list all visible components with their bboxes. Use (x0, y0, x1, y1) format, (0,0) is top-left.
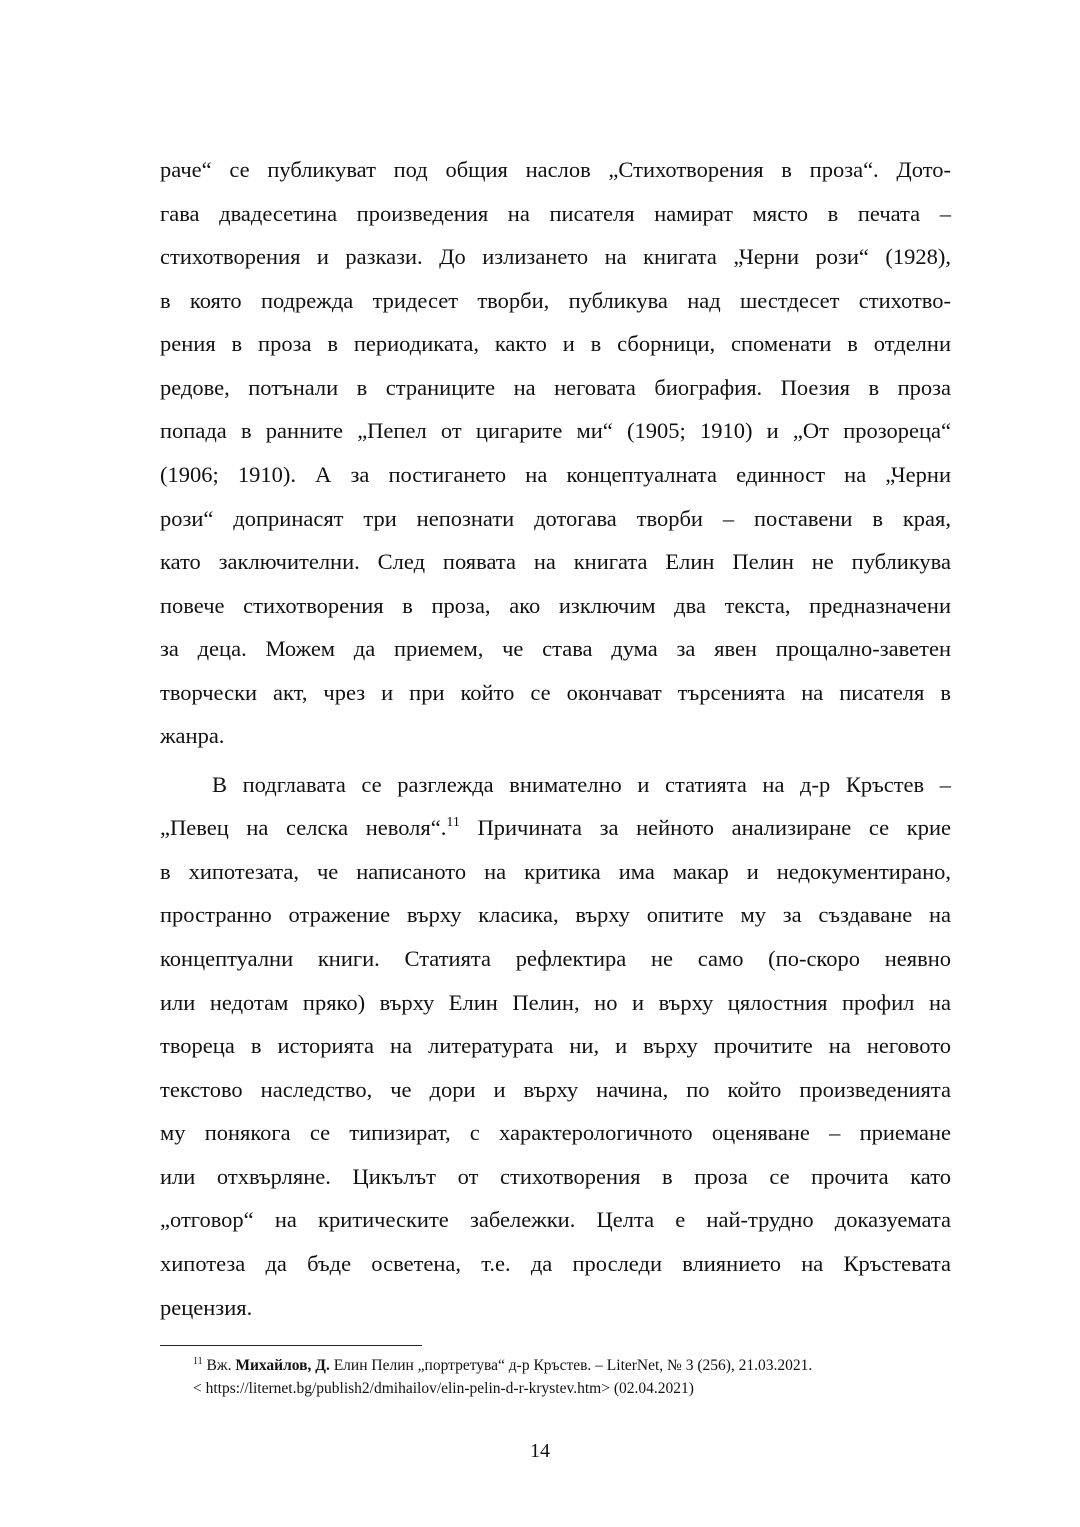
footnote (193, 1356, 812, 1376)
text-line: рози“ допринасят три непознати дотогава творби – поставени в края, (160, 506, 951, 531)
text-line-with-footnote-ref (160, 813, 951, 843)
text-line: повече стихотворения в проза, ако изключим два текста, предназначени (160, 593, 951, 618)
text-line: концептуални книги. Статията рефлектира не само (по-скоро неявно (160, 946, 951, 971)
text-line: „отговор“ на критическите забележки. Целта е най-трудно доказуемата (160, 1207, 951, 1232)
footnote-title: Елин Пелин „портретува“ д-р Кръстев. – LiterNet, № 3 (256), 21.03.2021. (329, 1357, 813, 1374)
text-line: попада в ранните „Пепел от цигарите ми“ (1905; 1910) и „От прозореца“ (160, 418, 951, 443)
text-line: в която подрежда тридесет творби, публикува над шестдесет стихотво- (160, 288, 951, 313)
text-fragment: „Певец на селска неволя“. (160, 815, 447, 840)
page-number: 14 (530, 1440, 550, 1462)
footnote-author: Михайлов, Д. (235, 1357, 330, 1374)
text-line: за деца. Можем да приемем, че става дума за явен прощално-заветен (160, 636, 951, 661)
footnote-url-line[interactable]: < https://liternet.bg/publish2/dmihailov/elin-pelin-d-r-krystev.htm> (02.04.2021) (193, 1380, 694, 1397)
text-line: в хипотезата, че написаното на критика има макар и недокументирано, (160, 859, 951, 884)
text-line: му понякога се типизират, с характерологичното оценяване – приемане (160, 1120, 951, 1145)
text-line: раче“ се публикуват под общия наслов „Стихотворения в проза“. Дото- (160, 157, 951, 182)
text-line: редове, потънали в страниците на неговата биография. Поезия в проза (160, 375, 951, 400)
text-line: като заключителни. След появата на книгата Елин Пелин не публикува (160, 549, 951, 574)
text-line: жанра. (160, 723, 225, 748)
text-fragment: Причината за нейното анализиране се крие (459, 815, 951, 840)
text-line: пространно отражение върху класика, върху опитите му за създаване на (160, 902, 951, 927)
text-line: гава двадесетина произведения на писателя намират място в печата – (160, 201, 951, 226)
text-line: или отхвърляне. Цикълът от стихотворения в проза се прочита като (160, 1164, 951, 1189)
footnote-prefix: Вж. (202, 1357, 236, 1374)
footnote-separator (160, 1345, 422, 1346)
text-line: текстово наследство, че дори и върху начина, по който произведенията (160, 1077, 951, 1102)
text-line: рецензия. (160, 1295, 253, 1320)
text-line: (1906; 1910). А за постигането на концептуалната единност на „Черни (160, 462, 951, 487)
footnote-reference[interactable]: 11 (446, 815, 460, 830)
text-line: стихотворения и разкази. До излизането на книгата „Черни рози“ (1928), (160, 244, 951, 269)
footnote-number: 11 (193, 1356, 203, 1367)
text-line: В подглавата се разглежда внимателно и статията на д-р Кръстев – (212, 772, 951, 797)
text-line: творчески акт, чрез и при който се окончават търсенията на писателя в (160, 680, 951, 705)
text-line: или недотам пряко) върху Елин Пелин, но и върху цялостния профил на (160, 990, 951, 1015)
text-line: рения в проза в периодиката, както и в сборници, споменати в отделни (160, 331, 951, 356)
text-line: хипотеза да бъде осветена, т.е. да проследи влиянието на Кръстевата (160, 1251, 951, 1276)
text-line: твореца в историята на литературата ни, и върху прочитите на неговото (160, 1033, 951, 1058)
